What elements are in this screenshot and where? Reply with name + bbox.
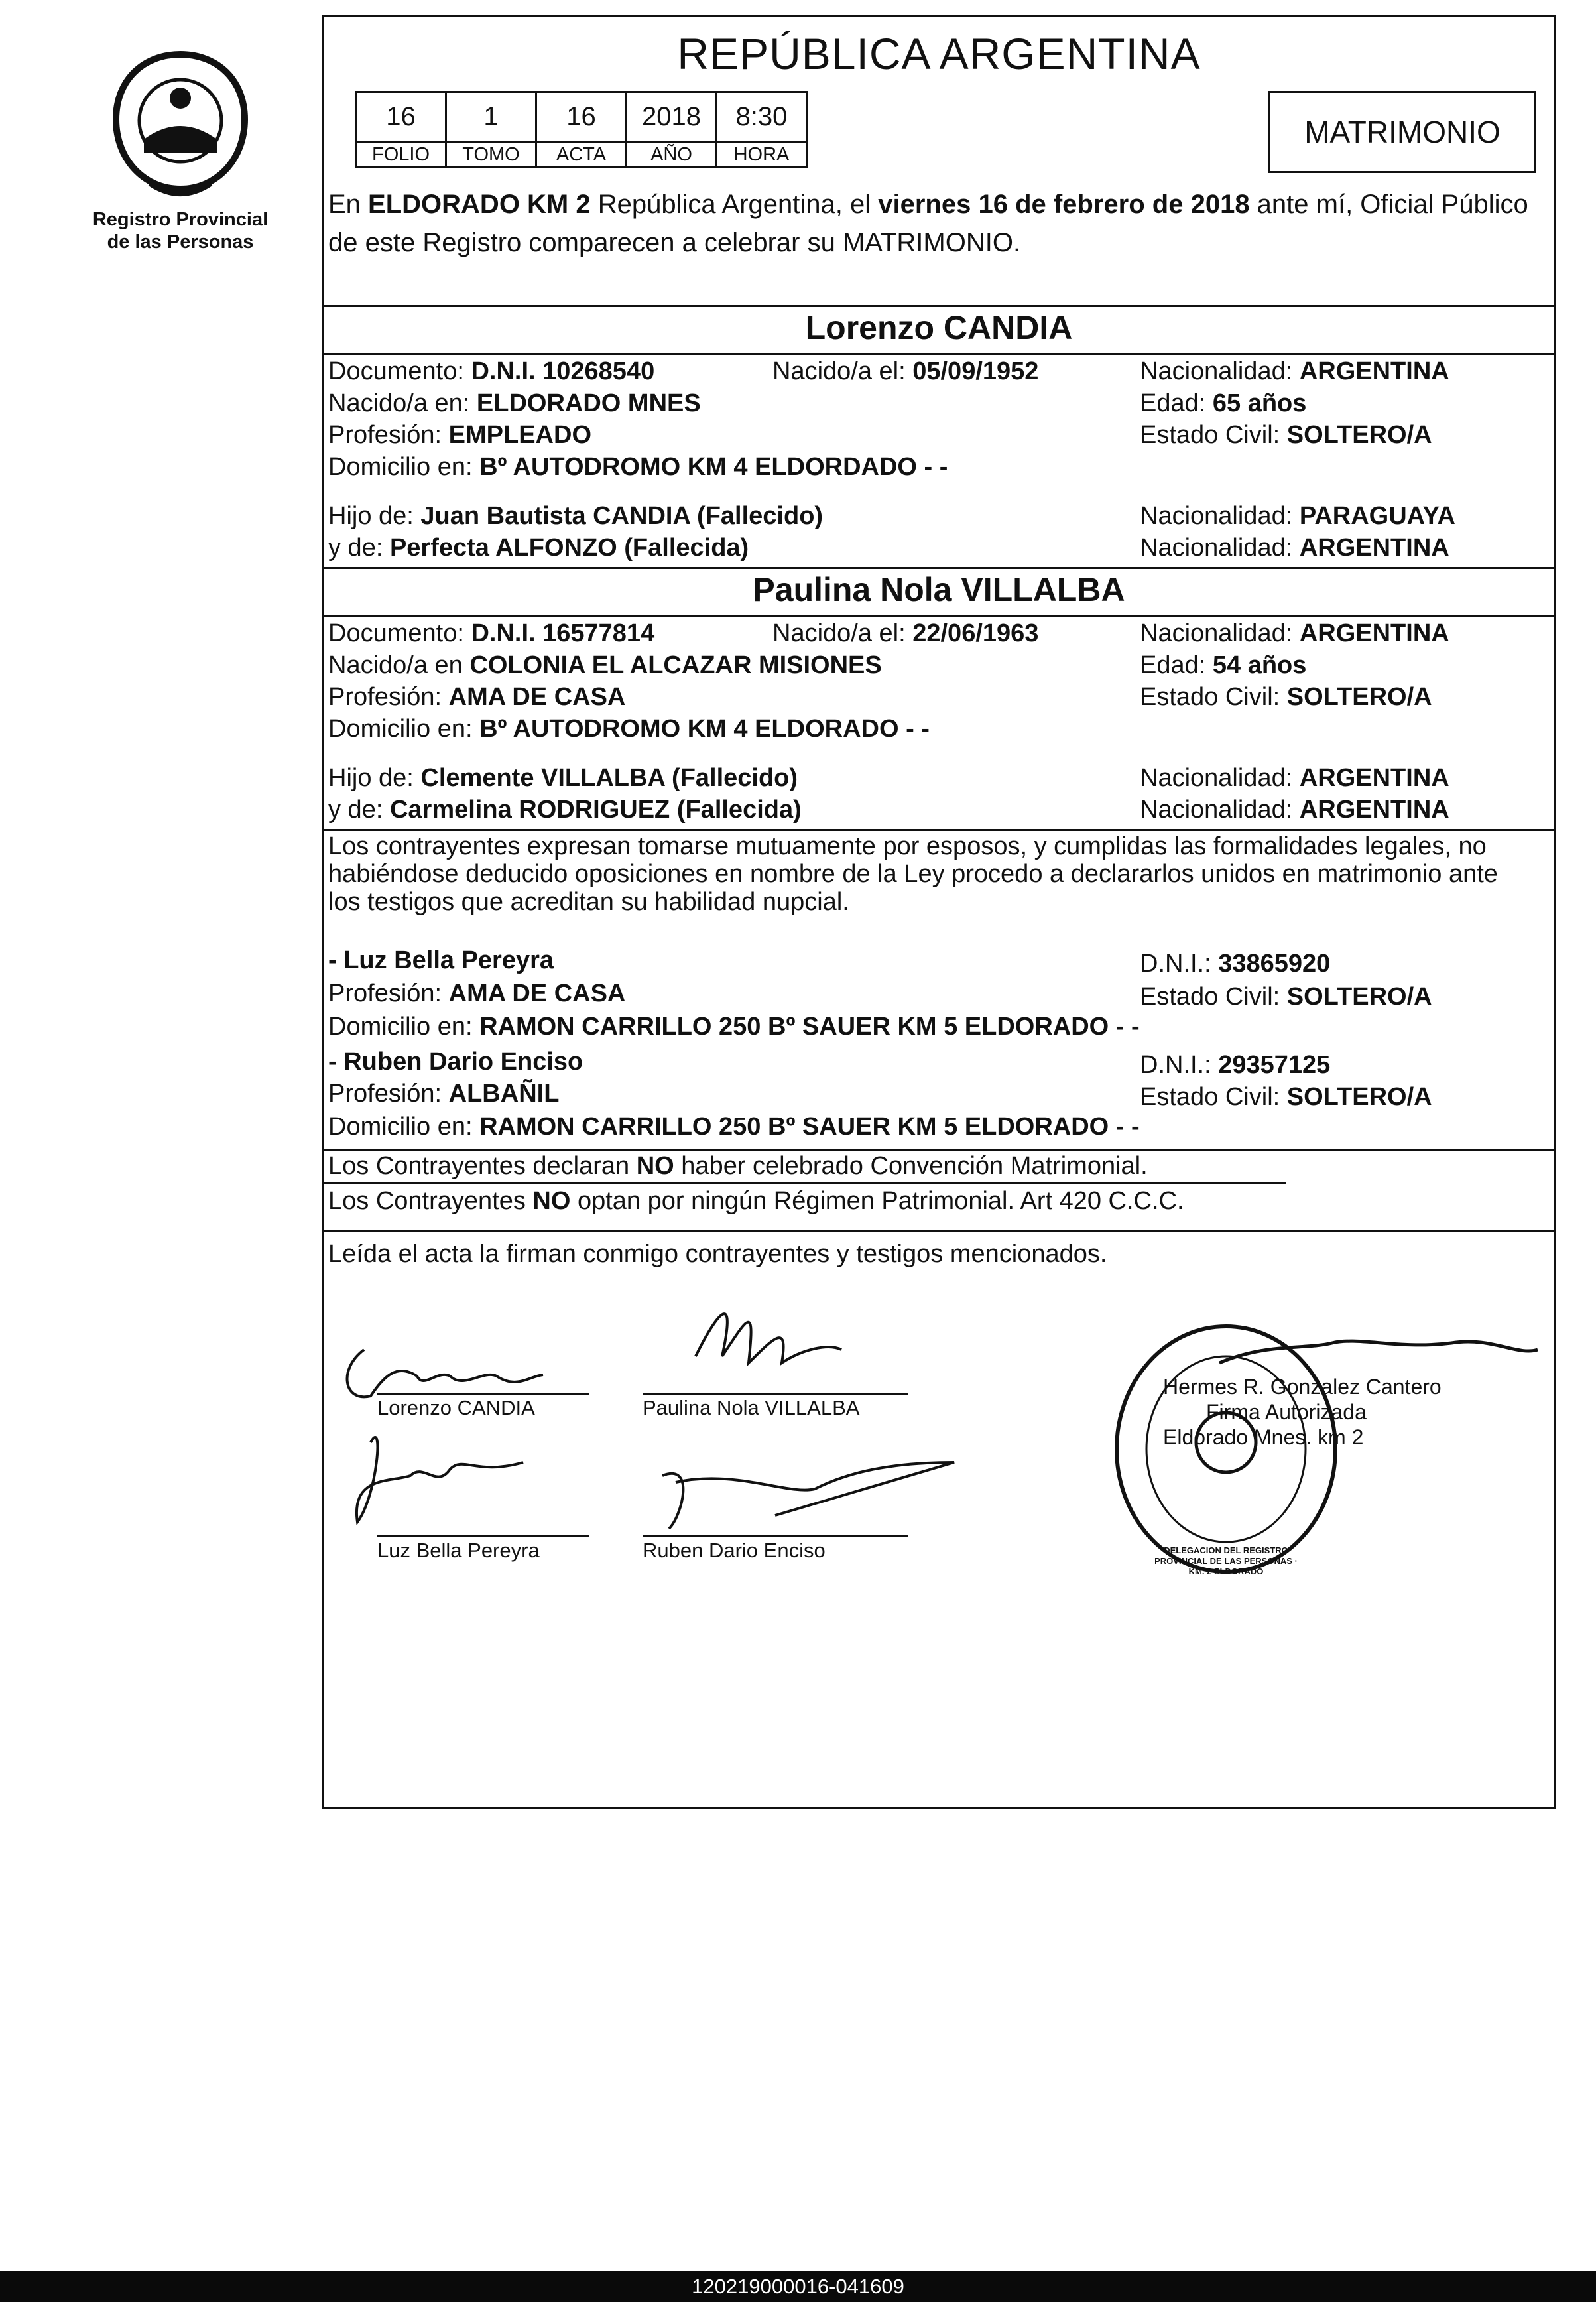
witness-1-name: - Luz Bella Pereyra (328, 946, 554, 974)
signature-label-4: Ruben Dario Enciso (643, 1535, 908, 1563)
vows-line-2: habiéndose deducido oposiciones en nombre de la Ley procedo a declararlos unidos en matrimonio ante (328, 860, 1498, 888)
registry-stamp-icon (1117, 1326, 1335, 1572)
spouse-1-mother-nationality: Nacionalidad: ARGENTINA (1140, 534, 1449, 562)
spouse-2-age: Edad: 54 años (1140, 651, 1307, 679)
spouse-2-birthdate: Nacido/a el: 22/06/1963 (772, 619, 1039, 647)
signature-officer (1219, 1341, 1538, 1363)
witness-2-address: Domicilio en: RAMON CARRILLO 250 Bº SAUER KM 5 ELDORADO - - (328, 1113, 1140, 1141)
stamp-text: DELEGACION DEL REGISTRO PROVINCIAL DE LAS PERSONAS · KM. 2 ELDORADO (1154, 1545, 1298, 1576)
spouse-2-mother: y de: Carmelina RODRIGUEZ (Fallecida) (328, 796, 802, 824)
witness-2-dni: D.N.I.: 29357125 (1140, 1051, 1331, 1079)
signature-label-2: Paulina Nola VILLALBA (643, 1393, 908, 1420)
spouse-1-mother: y de: Perfecta ALFONZO (Fallecida) (328, 534, 749, 562)
vows-line-1: Los contrayentes expresan tomarse mutuamente por esposos, y cumplidas las formalidades legales, no (328, 832, 1487, 860)
witness-1-dni: D.N.I.: 33865920 (1140, 950, 1331, 978)
logo-line-1: Registro Provincial (92, 209, 269, 230)
document-type-box: MATRIMONIO (1268, 91, 1536, 173)
signature-lorenzo (347, 1350, 543, 1397)
province-seal-icon (97, 46, 263, 206)
folio-label: FOLIO (356, 142, 446, 168)
intro-paragraph: En ELDORADO KM 2 República Argentina, el viernes 16 de febrero de 2018 ante mí, Oficial Público de este Registro comparecen a celebrar su MATRIMONIO. (328, 190, 1528, 257)
folio-value: 16 (356, 92, 446, 142)
signature-paulina (696, 1314, 841, 1363)
tomo-label: TOMO (446, 142, 536, 168)
signatures-area (324, 1277, 1558, 1648)
witness-1-profession: Profesión: AMA DE CASA (328, 980, 626, 1007)
year-value: 2018 (627, 92, 717, 142)
vows-line-3: los testigos que acreditan su habilidad nupcial. (328, 888, 849, 916)
divider (324, 305, 1554, 307)
certificate-frame (322, 15, 1556, 1809)
divider (324, 1230, 1554, 1232)
witness-1-civil-status: Estado Civil: SOLTERO/A (1140, 983, 1432, 1011)
spouse-2-mother-nationality: Nacionalidad: ARGENTINA (1140, 796, 1449, 824)
regime-statement: Los Contrayentes NO optan por ningún Régimen Patrimonial. Art 420 C.C.C. (328, 1187, 1184, 1215)
witness-2-name: - Ruben Dario Enciso (328, 1048, 583, 1076)
hour-value: 8:30 (717, 92, 807, 142)
spouse-1-name: Lorenzo CANDIA (805, 309, 1073, 346)
witness-2-profession: Profesión: ALBAÑIL (328, 1080, 560, 1108)
signature-label-3: Luz Bella Pereyra (377, 1535, 589, 1563)
officer-title: Firma Autorizada (1206, 1400, 1367, 1424)
acta-label: ACTA (536, 142, 627, 168)
spouse-2-civil-status: Estado Civil: SOLTERO/A (1140, 683, 1432, 711)
spouse-1-age: Edad: 65 años (1140, 389, 1307, 417)
logo-line-2: de las Personas (107, 231, 254, 253)
spouse-1-birthdate: Nacido/a el: 05/09/1952 (772, 357, 1039, 385)
spouse-2-document: Documento: D.N.I. 16577814 (328, 619, 655, 647)
record-header-table (355, 91, 808, 168)
divider (324, 1182, 1286, 1184)
spouse-2-birthplace: Nacido/a en COLONIA EL ALCAZAR MISIONES (328, 651, 882, 679)
spouse-2-father: Hijo de: Clemente VILLALBA (Fallecido) (328, 764, 798, 792)
signature-label-1: Lorenzo CANDIA (377, 1393, 589, 1420)
year-label: AÑO (627, 142, 717, 168)
spouse-2-name: Paulina Nola VILLALBA (753, 571, 1125, 608)
spouse-2-father-nationality: Nacionalidad: ARGENTINA (1140, 764, 1449, 792)
spouse-1-father: Hijo de: Juan Bautista CANDIA (Fallecido) (328, 502, 824, 530)
divider (324, 353, 1554, 355)
officer-location: Eldorado Mnes. km 2 (1163, 1425, 1364, 1449)
page-title: REPÚBLICA ARGENTINA (677, 29, 1201, 78)
acta-value: 16 (536, 92, 627, 142)
spouse-1-profession: Profesión: EMPLEADO (328, 421, 592, 449)
signature-luz (357, 1437, 523, 1522)
spouse-1-birthplace: Nacido/a en: ELDORADO MNES (328, 389, 701, 417)
signature-ruben (662, 1462, 954, 1529)
spouse-1-nationality: Nacionalidad: ARGENTINA (1140, 357, 1449, 385)
spouse-2-address: Domicilio en: Bº AUTODROMO KM 4 ELDORADO - - (328, 715, 930, 743)
spouse-2-profession: Profesión: AMA DE CASA (328, 683, 626, 711)
registry-logo (84, 46, 277, 253)
witness-2-civil-status: Estado Civil: SOLTERO/A (1140, 1083, 1432, 1111)
document-barcode-number: 120219000016-041609 (0, 2271, 1596, 2302)
hour-label: HORA (717, 142, 807, 168)
spouse-1-document: Documento: D.N.I. 10268540 (328, 357, 655, 385)
spouse-1-address: Domicilio en: Bº AUTODROMO KM 4 ELDORDADO - - (328, 453, 948, 481)
divider (324, 567, 1554, 569)
convention-statement: Los Contrayentes declaran NO haber celebrado Convención Matrimonial. (328, 1152, 1148, 1180)
spouse-1-father-nationality: Nacionalidad: PARAGUAYA (1140, 502, 1455, 530)
spouse-1-civil-status: Estado Civil: SOLTERO/A (1140, 421, 1432, 449)
witness-1-address: Domicilio en: RAMON CARRILLO 250 Bº SAUER KM 5 ELDORADO - - (328, 1013, 1140, 1041)
tomo-value: 1 (446, 92, 536, 142)
spouse-2-nationality: Nacionalidad: ARGENTINA (1140, 619, 1449, 647)
reading-statement: Leída el acta la firman conmigo contrayentes y testigos mencionados. (328, 1240, 1107, 1268)
officer-name: Hermes R. Gonzalez Cantero (1163, 1375, 1442, 1399)
divider (324, 615, 1554, 617)
